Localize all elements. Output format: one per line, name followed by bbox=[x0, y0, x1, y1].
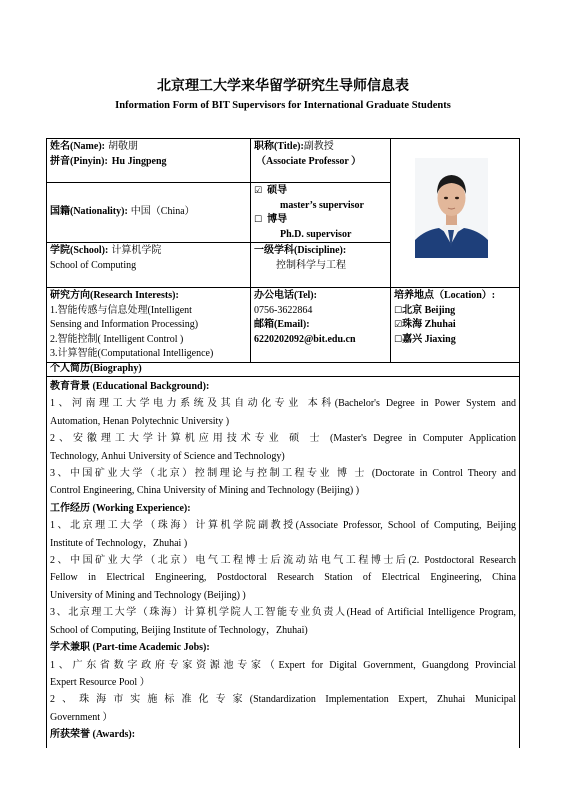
work-item: 3、北京理工大学（珠海）计算机学院人工智能专业负责人(Head of Artificial Intelligence Program, School of Computing, Beijing Institute of Technology，Zhuhai) bbox=[50, 607, 516, 636]
title-english: （Associate Professor ） bbox=[256, 155, 362, 167]
beijing-label: 北京 Beijing bbox=[402, 304, 456, 316]
zhuhai-label: 珠海 Zhuhai bbox=[402, 319, 456, 331]
master-label-cn: 硕导 bbox=[267, 185, 288, 196]
education-item: 1、河南理工大学电力系统及其自动化专业 本科(Bachelor's Degree in Power System and Automation, Henan Polytechnic University ) bbox=[50, 398, 516, 427]
pinyin-label: 拼音(Pinyin): bbox=[50, 155, 108, 167]
zhuhai-checkbox[interactable]: ☑ bbox=[394, 320, 403, 331]
research-item: 3.计算智能(Computational Intelligence) bbox=[50, 348, 214, 360]
form-title-chinese: 北京理工大学来华留学研究生导师信息表 bbox=[157, 79, 409, 94]
location-label: 培养地点（Location）: bbox=[394, 290, 496, 301]
jiaxing-label: 嘉兴 Jiaxing bbox=[402, 333, 456, 345]
pinyin-value: Hu Jingpeng bbox=[111, 155, 167, 167]
form-title-english: Information Form of BIT Supervisors for International Graduate Students bbox=[115, 100, 451, 111]
parttime-item: 1、广东省数字政府专家资源池专家（Expert for Digital Government, Guangdong Provincial Expert Resource Pool ） bbox=[50, 659, 516, 688]
phd-label-cn: 博导 bbox=[267, 214, 288, 226]
nationality-label: 国籍(Nationality): bbox=[50, 206, 128, 217]
school-cell bbox=[50, 244, 248, 273]
email-value[interactable]: 622020209​2@bit.edu.cn bbox=[254, 333, 356, 345]
master-checkbox[interactable]: ☑ bbox=[254, 186, 263, 196]
supervisor-photo bbox=[415, 158, 488, 258]
work-item: 1、北京理工大学（珠海）计算机学院副教授(Associate Professor, School of Computing, Beijing Institute of Technology，Zhuhai ) bbox=[50, 520, 516, 549]
research-item: Sensing and Information Processing) bbox=[50, 319, 199, 331]
work-header: 工作经历 (Working Experience): bbox=[50, 502, 191, 514]
jiaxing-checkbox[interactable]: ☐ bbox=[394, 334, 403, 345]
research-item: 1.智能传感与信息处理(Intelligent bbox=[50, 304, 192, 316]
research-item: 2.智能控制( Intelligent Control ) bbox=[50, 333, 184, 345]
education-header: 教育背景 (Educational Background): bbox=[50, 381, 210, 392]
name-value: 胡敬朋 bbox=[107, 141, 138, 152]
parttime-header: 学术兼职 (Part-time Academic Jobs): bbox=[50, 642, 210, 654]
biography-header: 个人简历(Biography) bbox=[50, 363, 142, 374]
nationality-cell bbox=[50, 205, 248, 220]
research-label: 研究方向(Research Interests): bbox=[50, 290, 179, 301]
school-label: 学院(School): bbox=[50, 245, 109, 256]
email-label: 邮箱(Email): bbox=[254, 319, 310, 331]
education-item: 2、安徽理工大学计算机应用技术专业 硕 士 (Master's Degree in Computer Application Technology, Anhui University of Science and Technology) bbox=[50, 433, 516, 462]
master-label-en: master’s supervisor bbox=[280, 199, 364, 211]
supervisor-type-cell bbox=[254, 184, 388, 242]
name-label: 姓名(Name): bbox=[50, 141, 105, 152]
discipline-label: 一级学科(Discipline): bbox=[254, 245, 347, 256]
discipline-cell bbox=[254, 244, 388, 273]
title-label: 职称(Title): bbox=[254, 141, 304, 152]
location-cell bbox=[394, 289, 518, 347]
nationality-value: 中国（China） bbox=[130, 206, 195, 217]
phd-label-en: Ph.D. supervisor bbox=[280, 228, 352, 240]
tel-label: 办公电话(Tel): bbox=[254, 290, 317, 301]
school-english: School of Computing bbox=[50, 259, 137, 271]
tel-value: 0756-3622864 bbox=[254, 304, 313, 316]
work-item: 2、中国矿业大学（北京）电气工程博士后流动站电气工程博士后(2. Postdoctoral Research Fellow in Electrical Engineering, Postdoctoral Research Station of Electrical Engineering, China University of Mining and Technology (Beijing) ) bbox=[50, 555, 516, 601]
title-cell bbox=[254, 140, 388, 169]
discipline-value: 控制科学与工程 bbox=[276, 259, 346, 271]
pinyin-line bbox=[50, 155, 248, 170]
phd-checkbox[interactable]: ☐ bbox=[254, 215, 263, 226]
beijing-checkbox[interactable]: ☐ bbox=[394, 305, 403, 316]
contact-cell bbox=[254, 289, 388, 347]
awards-header: 所获荣誉 (Awards): bbox=[50, 729, 136, 741]
name-line bbox=[50, 140, 248, 155]
biography-content bbox=[50, 378, 516, 744]
school-value: 计算机学院 bbox=[111, 245, 162, 256]
name-cell bbox=[50, 140, 248, 169]
title-value: 副教授 bbox=[303, 141, 334, 152]
research-cell bbox=[50, 289, 248, 362]
education-item: 3、中国矿业大学（北京）控制理论与控制工程专业 博 士 (Doctorate in Control Theory and Control Engineering, China University of Mining and Technology (Beijing) ) bbox=[50, 468, 516, 497]
parttime-item: 2、珠海市实施标准化专家(Standardization Implementation Expert, Zhuhai Municipal Government ） bbox=[50, 694, 516, 723]
